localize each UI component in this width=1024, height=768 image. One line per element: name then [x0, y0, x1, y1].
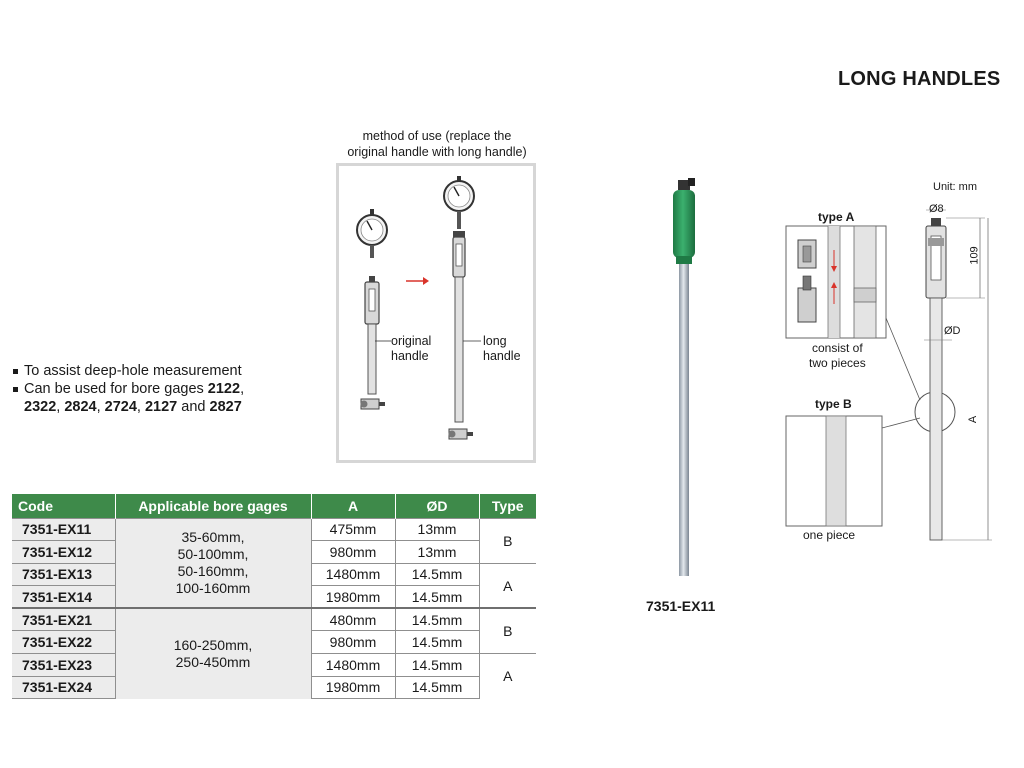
cell-a: 1480mm: [311, 654, 395, 677]
cell-d: 13mm: [395, 518, 479, 541]
type-a-note-line1: consist of: [812, 341, 863, 355]
cell-d: 14.5mm: [395, 676, 479, 699]
method-caption: [330, 128, 544, 160]
cell-a: 1980mm: [311, 586, 395, 609]
product-code-label: 7351-EX11: [646, 598, 716, 614]
method-diagram-svg: [339, 166, 533, 460]
cell-d: 14.5mm: [395, 563, 479, 586]
gage-range: 100-160mm: [175, 579, 251, 596]
gage-range: 50-100mm,: [177, 545, 249, 562]
type-b-label: type B: [815, 397, 852, 411]
cell-a: 980mm: [311, 541, 395, 564]
feature-list: [12, 362, 244, 416]
separator: ,: [136, 399, 145, 415]
feature-text-1: To assist deep-hole measurement: [24, 363, 242, 379]
feature-item: [12, 380, 244, 416]
unit-label: Unit: mm: [933, 181, 977, 193]
label-original-line1: original: [391, 334, 432, 348]
method-of-use-illustration: [336, 163, 536, 463]
cell-a: 980mm: [311, 631, 395, 654]
type-a-note-line2: two pieces: [809, 356, 866, 370]
cell-code: 7351-EX14: [12, 586, 115, 609]
gage-model: 2724: [104, 399, 137, 415]
table-header-row: [12, 494, 536, 518]
cell-code: 7351-EX24: [12, 676, 115, 699]
label-long-line2: handle: [483, 349, 521, 363]
gage-range: 50-160mm,: [177, 562, 249, 579]
original-handle-icon: [361, 276, 386, 409]
cell-gages-group-1: [115, 518, 311, 608]
gage-range: 35-60mm,: [181, 528, 245, 545]
cell-code: 7351-EX22: [12, 631, 115, 654]
feature-item: [12, 362, 244, 380]
cell-type: A: [479, 654, 536, 699]
dim-a: A: [967, 415, 980, 424]
gage-range: 250-450mm: [175, 654, 251, 671]
cell-d: 14.5mm: [395, 586, 479, 609]
table-row: [12, 518, 536, 541]
label-long-line1: long: [483, 334, 507, 348]
type-a-label: type A: [818, 210, 855, 224]
dial-indicator-left-icon: [357, 209, 387, 258]
gage-model: 2122: [207, 381, 241, 397]
method-caption-line1: method of use (replace the: [362, 129, 512, 143]
cell-code: 7351-EX23: [12, 654, 115, 677]
separator: ,: [56, 399, 65, 415]
spec-table: [12, 494, 536, 699]
label-original-line2: handle: [391, 349, 429, 363]
separator: ,: [96, 399, 105, 415]
separator: ,: [240, 381, 245, 397]
cell-code: 7351-EX11: [12, 518, 115, 541]
gage-range: 160-250mm,: [173, 637, 253, 654]
type-a-note: [809, 341, 866, 371]
cell-type: B: [479, 608, 536, 653]
long-handle-icon: [449, 231, 474, 439]
replace-arrow-icon: [406, 277, 429, 285]
header-type: Type: [479, 494, 536, 518]
header-d: ØD: [395, 494, 479, 518]
header-a: A: [311, 494, 395, 518]
table-row: [12, 608, 536, 631]
cell-d: 13mm: [395, 541, 479, 564]
long-handle-product-image: [660, 170, 710, 582]
dim-d8: Ø8: [929, 203, 944, 215]
dim-d: ØD: [944, 325, 961, 337]
page-title: LONG HANDLES: [838, 68, 1001, 90]
cell-code: 7351-EX21: [12, 608, 115, 631]
cell-type: B: [479, 518, 536, 563]
cell-a: 480mm: [311, 608, 395, 631]
type-b-note: one piece: [803, 528, 856, 542]
cell-d: 14.5mm: [395, 654, 479, 677]
dial-indicator-right-icon: [444, 176, 474, 229]
dim-109: 109: [968, 246, 981, 265]
gage-model: 2322: [24, 399, 57, 415]
gage-model: 2827: [209, 399, 242, 415]
cell-code: 7351-EX12: [12, 541, 115, 564]
cell-d: 14.5mm: [395, 608, 479, 631]
header-code: Code: [12, 494, 115, 518]
cell-type: A: [479, 563, 536, 608]
gage-model: 2824: [64, 399, 97, 415]
cell-a: 1980mm: [311, 676, 395, 699]
cell-a: 475mm: [311, 518, 395, 541]
method-caption-line2: original handle with long handle): [347, 145, 527, 159]
gage-model: 2127: [144, 399, 178, 415]
separator: and: [177, 399, 210, 415]
label-original-handle: [391, 334, 431, 364]
cell-d: 14.5mm: [395, 631, 479, 654]
label-long-handle: [483, 334, 521, 364]
cell-gages-group-2: [115, 608, 311, 698]
feature-text-2: Can be used for bore gages: [24, 381, 208, 397]
header-gages: Applicable bore gages: [115, 494, 311, 518]
cell-code: 7351-EX13: [12, 563, 115, 586]
cell-a: 1480mm: [311, 563, 395, 586]
